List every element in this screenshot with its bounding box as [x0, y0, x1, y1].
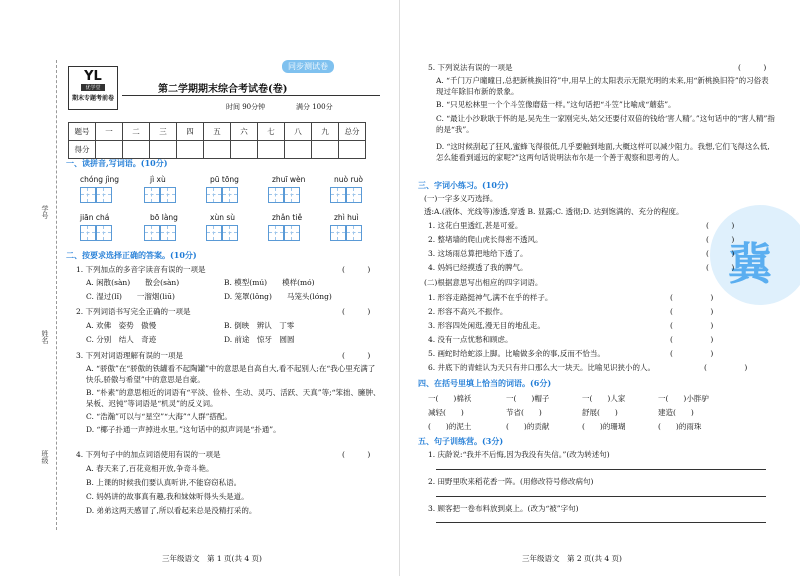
section-3-title: 三、字词小练习。(10分): [418, 180, 509, 190]
score-cell[interactable]: [123, 141, 150, 159]
right-page: [400, 0, 800, 576]
q3-option-c: C. “浩瀚”可以与“星空”“大海”“人群”搭配。: [86, 412, 232, 421]
right-footer: 三年级语文 第 2 页(共 4 页): [522, 554, 622, 563]
score-cell[interactable]: [177, 141, 204, 159]
q1-option-c: C. 湿过(lǐ) 一溜烟(liū): [86, 292, 175, 301]
answer-box[interactable]: [284, 187, 300, 203]
page-title: 第二学期期末综合考试卷(卷): [158, 84, 288, 95]
answer-paren[interactable]: ( ): [342, 265, 371, 274]
score-header-cell: 七: [258, 123, 285, 141]
pinyin-5: nuò ruò: [334, 175, 363, 184]
seal-character: 冀: [728, 239, 772, 290]
left-footer: 三年级语文 第 1 页(共 4 页): [162, 554, 262, 563]
pinyin-3: pū tōng: [210, 175, 239, 184]
logo: YL: [84, 69, 102, 84]
q3-option-b: B. “朴素”的意思相近的词语有“平淡、俭朴、生动、灵巧、活跃、天真”等;“笨拙、臃肿、呆板、迟钝”等词语是“机灵”的反义词。: [86, 388, 381, 408]
answer-box[interactable]: [144, 225, 160, 241]
s4-r3-4: ( )的雨珠: [658, 422, 702, 431]
s4-r2-1: 减轻( ): [428, 408, 464, 417]
score-header-cell: 四: [177, 123, 204, 141]
pinyin-4: zhuī wèn: [272, 175, 306, 184]
answer-line[interactable]: [436, 522, 766, 523]
answer-box[interactable]: [80, 225, 96, 241]
answer-box[interactable]: [268, 187, 284, 203]
s4-r1-2: 一( )帽子: [506, 394, 550, 403]
answer-paren[interactable]: ( ): [704, 363, 748, 372]
score-header-cell: 六: [231, 123, 258, 141]
s3-item-3: 3. 这场雨总算把地给下透了。: [428, 249, 528, 258]
s5-item-3: 3. 顾客把一卷布料放到桌上。(改为“被”字句): [428, 504, 579, 513]
score-header-cell: 五: [204, 123, 231, 141]
score-cell[interactable]: [96, 141, 123, 159]
s3-item-1: 1. 这花白里透红,甚是可爱。: [428, 221, 523, 230]
side-label-name: 姓名: [41, 330, 49, 344]
answer-paren[interactable]: ( ): [342, 351, 371, 360]
score-table-header-row: [69, 123, 366, 141]
question-3: 3. 下列对词语理解有误的一项是: [76, 351, 184, 360]
pinyin-6: jiān chá: [80, 213, 110, 222]
side-label-class: 班级: [41, 450, 49, 464]
answer-line[interactable]: [436, 496, 766, 497]
score-cell[interactable]: [339, 141, 366, 159]
question-2: 2. 下列词语书写完全正确的一项是: [76, 307, 191, 316]
pinyin-9: zhǎn tiě: [272, 213, 303, 222]
score-cell[interactable]: [204, 141, 231, 159]
s4-r3-2: ( )的贡献: [506, 422, 550, 431]
s4-r1-3: 一( )人家: [582, 394, 626, 403]
answer-paren[interactable]: ( ): [342, 450, 371, 459]
s3-item-4: 4. 妈妈已经摸透了我的脾气。: [428, 263, 528, 272]
pinyin-7: bō làng: [150, 213, 178, 222]
answer-box[interactable]: [222, 225, 238, 241]
q2-option-a: A. 欢佛 姿势 傲慢: [86, 321, 157, 330]
q3-option-a: A. “骄傲”在“骄傲的铁罐看不起陶罐”中的意思是自高自大,看不起别人;在“我心里充满了快乐,骄傲与希望”中的意思是自豪。: [86, 364, 376, 384]
s4-r1-1: 一( )棉袄: [428, 394, 472, 403]
pinyin-2: jì xù: [150, 175, 166, 184]
answer-box[interactable]: [346, 225, 362, 241]
answer-box[interactable]: [330, 187, 346, 203]
q4-option-a: A. 春天来了,百花竞相开放,争奇斗艳。: [86, 464, 214, 473]
answer-box[interactable]: [284, 225, 300, 241]
s4-r3-3: ( )的珊瑚: [582, 422, 626, 431]
binding-line: [56, 60, 57, 530]
s4-r1-4: 一( )小胖驴: [658, 394, 709, 403]
answer-box[interactable]: [80, 187, 96, 203]
question-1: 1. 下列加点的多音字读音有误的一项是: [76, 265, 206, 274]
exam-score: 满分 100分: [296, 103, 333, 111]
question-5: 5. 下列说法有误的一项是: [428, 63, 513, 72]
s3-b3: 3. 形容四处闲逛,漫无目的地乱走。: [428, 321, 545, 330]
q4-option-c: C. 妈妈讲的故事真有趣,我和妹妹听得头头是道。: [86, 492, 249, 501]
title-rule: [122, 95, 380, 96]
logo-box: [68, 66, 118, 110]
score-header-cell: 一: [96, 123, 123, 141]
q5-option-a: A. “千门万户曈曈日,总把新桃换旧符”中,用早上的太阳表示无限光明的未来,用“新桃换旧符”的习俗表现过年除旧布新的景象。: [436, 76, 769, 96]
answer-box[interactable]: [96, 225, 112, 241]
answer-paren[interactable]: ( ): [670, 293, 714, 302]
answer-line[interactable]: [436, 469, 766, 470]
side-label-xuehao: 学号: [41, 205, 49, 219]
pinyin-8: xùn sù: [210, 213, 235, 222]
answer-box[interactable]: [330, 225, 346, 241]
q5-option-b: B. “只见松林里一个个斗笠像磨菇一样。”这句话把“斗笠”比喻成“蘑菇”。: [436, 100, 676, 109]
s5-item-1: 1. 庆龄说:“我并不后悔,因为我没有失信。”(改为转述句): [428, 450, 610, 459]
score-header-cell: 三: [150, 123, 177, 141]
badge: 期末专题考前卷: [71, 95, 114, 102]
banner: 同步测试卷: [282, 60, 334, 73]
answer-paren[interactable]: ( ): [670, 307, 714, 316]
answer-box[interactable]: [96, 187, 112, 203]
answer-paren[interactable]: ( ): [706, 221, 735, 230]
score-table-score-row: [69, 141, 366, 159]
s3-sub1: (一)一字多义巧选择。: [424, 194, 498, 203]
s3-tou-def: 透:A.(液体、光线等)渗透,穿透 B. 显露;C. 透彻;D. 达到饱满的、充分的程度。: [424, 207, 684, 216]
answer-paren[interactable]: ( ): [738, 63, 767, 72]
s3-b4: 4. 没有一点忧愁和顾虑。: [428, 335, 513, 344]
s3-item-2: 2. 整堵墙的爬山虎长得密不透风。: [428, 235, 543, 244]
answer-box[interactable]: [222, 187, 238, 203]
score-header-cell: 总分: [339, 123, 366, 141]
pinyin-10: zhì huì: [334, 213, 359, 222]
q4-option-b: B. 上课的时候我们要认真听讲,不能窃窃私语。: [86, 478, 242, 487]
answer-box[interactable]: [160, 187, 176, 203]
s3-b5: 5. 画蛇时给蛇添上脚。比喻做多余的事,反而不恰当。: [428, 349, 605, 358]
score-header-cell: 九: [312, 123, 339, 141]
score-cell[interactable]: [150, 141, 177, 159]
score-cell[interactable]: [285, 141, 312, 159]
answer-paren[interactable]: ( ): [670, 349, 714, 358]
s3-b2: 2. 形容不高兴,不振作。: [428, 307, 508, 316]
score-cell[interactable]: [312, 141, 339, 159]
s3-b1: 1. 形容走路挺神气,满不在乎的样子。: [428, 293, 553, 302]
answer-box[interactable]: [206, 225, 222, 241]
q2-option-d: D. 前途 惊牙 圆圆: [224, 335, 295, 344]
s3-b6: 6. 井底下的青蛙认为天只有井口那么大一块天。比喻见识狭小的人。: [428, 363, 656, 372]
answer-paren[interactable]: ( ): [706, 235, 735, 244]
answer-paren[interactable]: ( ): [706, 249, 735, 258]
answer-paren[interactable]: ( ): [670, 335, 714, 344]
answer-box[interactable]: [160, 225, 176, 241]
exam-time: 时间 90分钟: [226, 103, 266, 111]
s4-r2-4: 建造( ): [658, 408, 694, 417]
score-table: [68, 122, 366, 159]
logo-sub: 优学堂: [81, 84, 105, 91]
pinyin-1: chóng jìng: [80, 175, 120, 184]
q5-option-c: C. “最让小沙耿耿于怀的是,吴先生一家刚完头,姑父还要付双倍的钱给‘害人精’。”这句话中的“害人精”指的是“我”。: [436, 114, 775, 134]
s4-r2-2: 节省( ): [506, 408, 542, 417]
q1-option-b: B. 模型(mú) 模样(mó): [224, 278, 315, 287]
q5-option-d: D. “这时候刮起了狂风,蜜蜂飞得很低,几乎要触到地面,大概这样可以减少阻力。我想,它们飞得这么低,怎么能看到遥远的家呢?”这两句话说明法布尔是一个善于观察和思考的人。: [436, 142, 770, 162]
q2-option-b: B. 倒映 辨认 丁零: [224, 321, 295, 330]
answer-paren[interactable]: ( ): [706, 263, 735, 272]
question-4: 4. 下列句子中的加点词语使用有误的一项是: [76, 450, 221, 459]
score-header-cell: 题号: [69, 123, 96, 141]
answer-box[interactable]: [268, 225, 284, 241]
q4-option-d: D. 弟弟这两天感冒了,所以看起来总是没精打采的。: [86, 506, 257, 515]
answer-box[interactable]: [144, 187, 160, 203]
answer-paren[interactable]: ( ): [670, 321, 714, 330]
section-1-title: 一、读拼音,写词语。(10分): [66, 158, 168, 168]
s5-item-2: 2. 田野里吹来稻花香一阵。(用修改符号修改病句): [428, 477, 594, 486]
s3-sub2: (二)根据意思写出相应的四字词语。: [424, 278, 543, 287]
score-header-cell: 八: [285, 123, 312, 141]
score-cell[interactable]: [231, 141, 258, 159]
answer-box[interactable]: [206, 187, 222, 203]
score-cell[interactable]: [258, 141, 285, 159]
q2-option-c: C. 分别 结人 奇迹: [86, 335, 157, 344]
left-page: [0, 0, 398, 576]
q1-option-a: A. 闲散(sàn) 散会(sàn): [86, 278, 180, 287]
score-header-cell: 二: [123, 123, 150, 141]
q1-option-d: D. 笼罩(lǒng) 马笼头(lóng): [224, 292, 332, 301]
section-5-title: 五、句子训练营。(3分): [418, 436, 504, 446]
s4-r3-1: ( )的泥土: [428, 422, 472, 431]
section-2-title: 二、按要求选择正确的答案。(10分): [66, 250, 197, 260]
score-row-label: 得分: [69, 141, 96, 159]
answer-box[interactable]: [346, 187, 362, 203]
q3-option-d: D. “椰子扑通一声掉进水里。”这句话中的拟声词是“扑通”。: [86, 425, 281, 434]
s4-r2-3: 舒展( ): [582, 408, 618, 417]
answer-paren[interactable]: ( ): [342, 307, 371, 316]
section-4-title: 四、在括号里填上恰当的词语。(6分): [418, 378, 552, 388]
